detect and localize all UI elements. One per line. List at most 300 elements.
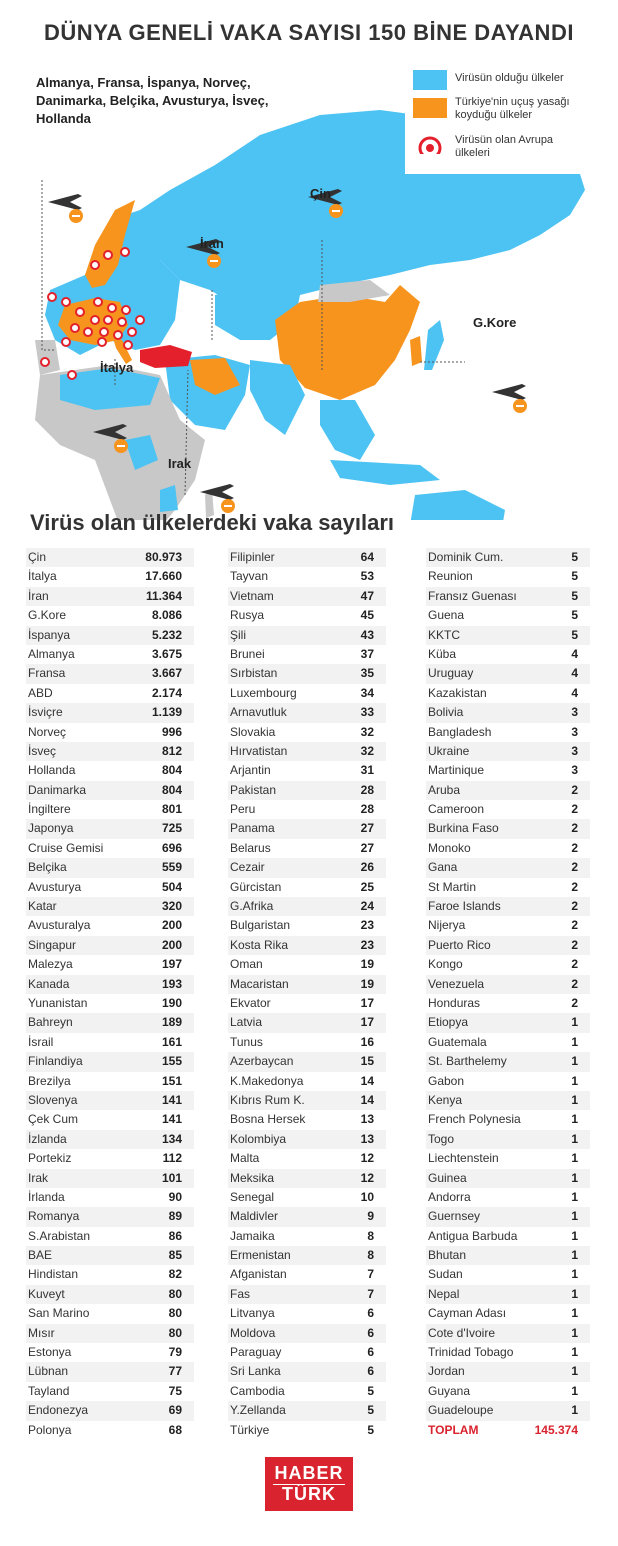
country-name: Mısır: [28, 1325, 55, 1340]
case-count: 801: [161, 802, 182, 817]
country-name: Guinea: [428, 1170, 467, 1185]
table-row: [228, 1169, 386, 1188]
country-name: İzlanda: [28, 1131, 67, 1146]
table-row: [26, 1207, 194, 1226]
country-name: Bosna Hersek: [230, 1112, 306, 1127]
case-count: 69: [168, 1403, 182, 1418]
country-name: Hollanda: [28, 763, 76, 778]
table-row: [228, 1188, 386, 1207]
case-count: 190: [161, 995, 182, 1010]
table-row: [26, 1343, 194, 1362]
country-name: Uruguay: [428, 666, 474, 681]
table-row: [426, 1382, 590, 1401]
country-name: Sırbistan: [230, 666, 278, 681]
table-row: [26, 664, 194, 683]
country-name: French Polynesia: [428, 1112, 521, 1127]
page-title: DÜNYA GENELİ VAKA SAYISI 150 BİNE DAYANDI: [44, 20, 574, 45]
case-count: 1: [571, 1306, 578, 1321]
country-name: Bulgaristan: [230, 918, 291, 933]
country-name: Venezuela: [428, 976, 485, 991]
country-name: Guadeloupe: [428, 1403, 494, 1418]
country-name: Senegal: [230, 1189, 275, 1204]
country-name: Cayman Adası: [428, 1306, 507, 1321]
case-count: 27: [360, 821, 374, 836]
table-row: [426, 1013, 590, 1032]
table-row: [26, 567, 194, 586]
table-row: [26, 1401, 194, 1420]
country-name: İran: [28, 588, 49, 603]
table-row: [426, 955, 590, 974]
table-row: [228, 1207, 386, 1226]
country-name: Cezair: [230, 860, 265, 875]
haberturk-logo: [265, 1457, 353, 1511]
case-count: 3: [571, 724, 578, 739]
country-name: Guatemala: [428, 1034, 487, 1049]
table-row: [26, 839, 194, 858]
table-row: [426, 1362, 590, 1381]
case-count: 1: [571, 1151, 578, 1166]
country-name: Gana: [428, 860, 458, 875]
table-row: [426, 1285, 590, 1304]
table-row: [426, 1188, 590, 1207]
country-name: Tunus: [230, 1034, 263, 1049]
case-count: 75: [168, 1383, 182, 1398]
case-count: 151: [161, 1073, 182, 1088]
table-subtitle: Virüs olan ülkelerdeki vaka sayıları: [30, 510, 395, 535]
table-row: [426, 1149, 590, 1168]
table-row: [426, 723, 590, 742]
case-count: 2: [571, 937, 578, 952]
table-row: [26, 1110, 194, 1129]
country-name: Almanya: [28, 646, 75, 661]
case-count: 80: [168, 1286, 182, 1301]
table-row: [426, 684, 590, 703]
country-name: Martinique: [428, 763, 485, 778]
country-name: Arnavutluk: [230, 705, 287, 720]
table-row: [26, 1227, 194, 1246]
country-name: G.Kore: [28, 608, 67, 623]
case-count: 1: [571, 1248, 578, 1263]
case-count: 25: [360, 879, 374, 894]
case-count: 1: [571, 1383, 578, 1398]
virus-icon: [413, 134, 447, 154]
country-name: Yunanistan: [28, 995, 88, 1010]
case-count: 1: [571, 1209, 578, 1224]
country-name: Tayvan: [230, 569, 269, 584]
country-name: Panama: [230, 821, 275, 836]
table-row: [426, 878, 590, 897]
country-name: Latvia: [230, 1015, 263, 1030]
case-count: 13: [360, 1131, 374, 1146]
table-row: [426, 916, 590, 935]
country-name: Moldova: [230, 1325, 276, 1340]
case-count: 5: [571, 627, 578, 642]
case-count: 13: [360, 1112, 374, 1127]
table-row: [26, 1421, 194, 1440]
table-row: [26, 1304, 194, 1323]
case-count: 8.086: [151, 608, 182, 623]
table-row: [426, 975, 590, 994]
case-count: 200: [161, 937, 182, 952]
table-row: [426, 936, 590, 955]
table-row: [426, 606, 590, 625]
table-row: [228, 1072, 386, 1091]
country-name: İsveç: [28, 743, 57, 758]
country-name: Reunion: [428, 569, 473, 584]
country-name: Şili: [230, 627, 247, 642]
country-name: Kuveyt: [28, 1286, 65, 1301]
case-count: 2: [571, 918, 578, 933]
country-name: Sudan: [428, 1267, 463, 1282]
country-name: Malezya: [28, 957, 73, 972]
case-count: 3: [571, 743, 578, 758]
case-count: 6: [367, 1306, 374, 1321]
country-name: San Marino: [28, 1306, 90, 1321]
case-count: 193: [161, 976, 182, 991]
table-row: [26, 626, 194, 645]
table-row: [426, 994, 590, 1013]
table-row: [228, 723, 386, 742]
case-count: 1: [571, 1267, 578, 1282]
country-name: Arjantin: [230, 763, 271, 778]
table-row: [426, 1033, 590, 1052]
country-name: Malta: [230, 1151, 260, 1166]
legend-red-text: Virüsün olan Avrupa ülkeleri: [455, 134, 554, 159]
table-row: [26, 1033, 194, 1052]
table-row: [26, 1382, 194, 1401]
case-count: 4: [571, 646, 578, 661]
country-name: Jordan: [428, 1364, 465, 1379]
table-row: [26, 975, 194, 994]
country-name: İngiltere: [28, 802, 71, 817]
case-count: 90: [168, 1189, 182, 1204]
table-row: [426, 781, 590, 800]
country-name: Liechtenstein: [428, 1151, 499, 1166]
se-asia-region: [320, 400, 375, 460]
case-count: 5: [367, 1422, 374, 1437]
case-count: 2: [571, 840, 578, 855]
table-row: [26, 548, 194, 567]
case-count: 2: [571, 879, 578, 894]
country-name: Azerbaycan: [230, 1054, 294, 1069]
table-row: [228, 839, 386, 858]
case-count: 9: [367, 1209, 374, 1224]
table-column-1: [26, 548, 194, 1440]
table-row: [228, 1130, 386, 1149]
country-name: Ermenistan: [230, 1248, 291, 1263]
country-name: K.Makedonya: [230, 1073, 304, 1088]
table-row: [26, 1130, 194, 1149]
table-row: [228, 1110, 386, 1129]
country-name: Guyana: [428, 1383, 471, 1398]
case-count: 5: [367, 1383, 374, 1398]
case-count: 2: [571, 957, 578, 972]
table-row: [426, 1207, 590, 1226]
table-row: [26, 1265, 194, 1284]
case-count: 27: [360, 840, 374, 855]
country-name: İtalya: [28, 569, 57, 584]
table-row: [426, 1343, 590, 1362]
table-row: [426, 645, 590, 664]
case-count: 37: [360, 646, 374, 661]
table-column-3: [426, 548, 590, 1440]
country-name: Romanya: [28, 1209, 80, 1224]
country-name: Kosta Rika: [230, 937, 289, 952]
europe-countries-label: [36, 74, 276, 128]
case-count: 5: [571, 588, 578, 603]
total-row: [426, 1421, 590, 1440]
case-count: 1: [571, 1345, 578, 1360]
case-count: 5: [571, 550, 578, 564]
table-row: [426, 897, 590, 916]
europe-countries-text: Almanya, Fransa, İspanya, Norveç, Danimarka, Belçika, Avusturya, İsveç, Hollanda: [36, 75, 269, 126]
table-row: [228, 703, 386, 722]
table-row: [228, 1401, 386, 1420]
country-name: Andorra: [428, 1189, 471, 1204]
table-row: [26, 878, 194, 897]
country-name: Trinidad Tobago: [428, 1345, 514, 1360]
table-row: [26, 1188, 194, 1207]
table-row: [26, 645, 194, 664]
country-name: Tayland: [28, 1383, 70, 1398]
country-name: İsrail: [28, 1034, 54, 1049]
table-row: [426, 1246, 590, 1265]
table-row: [26, 1072, 194, 1091]
country-name: Estonya: [28, 1345, 72, 1360]
table-row: [228, 975, 386, 994]
table-row: [426, 1130, 590, 1149]
country-name: Macaristan: [230, 976, 289, 991]
country-name: Ekvator: [230, 995, 271, 1010]
table-row: [426, 1227, 590, 1246]
country-name: Faroe Islands: [428, 899, 501, 914]
country-name: Singapur: [28, 937, 77, 952]
table-row: [228, 1013, 386, 1032]
country-name: Y.Zellanda: [230, 1403, 286, 1418]
country-name: İsviçre: [28, 705, 63, 720]
case-count: 1: [571, 1364, 578, 1379]
country-name: Türkiye: [230, 1422, 270, 1437]
case-count: 2: [571, 976, 578, 991]
country-name: Kenya: [428, 1092, 463, 1107]
table-row: [426, 1265, 590, 1284]
country-name: Fas: [230, 1286, 251, 1301]
case-count: 1: [571, 1228, 578, 1243]
country-name: Belçika: [28, 860, 67, 875]
case-count: 1: [571, 1054, 578, 1069]
table-row: [26, 955, 194, 974]
table-row: [228, 567, 386, 586]
case-count: 23: [360, 937, 374, 952]
table-row: [26, 684, 194, 703]
table-row: [426, 703, 590, 722]
country-name: Bangladesh: [428, 724, 492, 739]
case-count: 68: [168, 1422, 182, 1437]
country-name: St Martin: [428, 879, 477, 894]
plane-icon: [48, 194, 83, 223]
country-name: Endonezya: [28, 1403, 89, 1418]
table-row: [26, 994, 194, 1013]
case-count: 2.174: [151, 685, 182, 700]
country-name: G.Afrika: [230, 899, 274, 914]
case-count: 14: [360, 1092, 374, 1107]
case-count: 85: [168, 1248, 182, 1263]
country-name: Aruba: [428, 782, 461, 797]
country-name: Pakistan: [230, 782, 277, 797]
country-name: Ukraine: [428, 743, 470, 758]
case-count: 1: [571, 1092, 578, 1107]
table-row: [26, 1149, 194, 1168]
table-row: [26, 819, 194, 838]
table-row: [26, 742, 194, 761]
table-row: [426, 800, 590, 819]
case-count: 10: [360, 1189, 374, 1204]
case-count: 696: [161, 840, 182, 855]
case-count: 11.364: [145, 588, 182, 603]
country-name: Togo: [428, 1131, 455, 1146]
country-name: Vietnam: [230, 588, 274, 603]
case-count: 5: [571, 569, 578, 584]
table-row: [26, 781, 194, 800]
country-name: Nepal: [428, 1286, 460, 1301]
country-name: St. Barthelemy: [428, 1054, 507, 1069]
table-row: [228, 936, 386, 955]
table-row: [228, 1304, 386, 1323]
table-row: [26, 858, 194, 877]
case-count: 24: [360, 899, 374, 914]
indonesia-region: [330, 460, 440, 485]
case-count: 80: [168, 1325, 182, 1340]
country-name: Cote d'Ivoire: [428, 1325, 495, 1340]
case-count: 2: [571, 782, 578, 797]
table-row: [426, 664, 590, 683]
country-name: Bhutan: [428, 1248, 467, 1263]
case-count: 19: [360, 976, 374, 991]
country-name: Nijerya: [428, 918, 466, 933]
country-name: Gürcistan: [230, 879, 282, 894]
table-row: [426, 761, 590, 780]
case-count: 16: [360, 1034, 374, 1049]
case-count: 26: [360, 860, 374, 875]
case-count: 2: [571, 821, 578, 836]
case-count: 1: [571, 1073, 578, 1088]
country-name: Avusturalya: [28, 918, 91, 933]
country-name: Slovenya: [28, 1092, 78, 1107]
case-count: 12: [360, 1170, 374, 1185]
case-count: 2: [571, 995, 578, 1010]
country-name: Cambodia: [230, 1383, 285, 1398]
table-row: [228, 819, 386, 838]
country-name: Japonya: [28, 821, 74, 836]
case-count: 5: [367, 1403, 374, 1418]
case-count: 17: [360, 995, 374, 1010]
country-name: Cruise Gemisi: [28, 840, 104, 855]
case-count: 79: [168, 1345, 182, 1360]
table-row: [26, 761, 194, 780]
table-row: [228, 800, 386, 819]
case-count: 23: [360, 918, 374, 933]
table-row: [26, 936, 194, 955]
country-name: Oman: [230, 957, 263, 972]
case-count: 1: [571, 1325, 578, 1340]
country-name: Antigua Barbuda: [428, 1228, 518, 1243]
country-name: Portekiz: [28, 1151, 72, 1166]
case-count: 53: [360, 569, 374, 584]
case-count: 996: [161, 724, 182, 739]
table-row: [426, 1052, 590, 1071]
table-row: [426, 548, 590, 567]
table-row: [426, 587, 590, 606]
case-count: 812: [161, 743, 182, 758]
country-name: Kıbrıs Rum K.: [230, 1092, 305, 1107]
case-count: 45: [360, 608, 374, 623]
map-label-italya: İtalya: [100, 360, 134, 375]
table-row: [26, 916, 194, 935]
table-row: [426, 1091, 590, 1110]
country-name: Irak: [28, 1170, 49, 1185]
country-name: Hırvatistan: [230, 743, 288, 758]
case-count: 4: [571, 685, 578, 700]
case-count: 2: [571, 899, 578, 914]
table-row: [228, 897, 386, 916]
map-label-irak: Irak: [168, 456, 192, 471]
case-count: 804: [161, 763, 182, 778]
case-count: 31: [360, 763, 374, 778]
country-name: Lübnan: [28, 1364, 69, 1379]
table-row: [228, 606, 386, 625]
country-name: Burkina Faso: [428, 821, 499, 836]
case-count: 34: [360, 685, 374, 700]
case-count: 1: [571, 1403, 578, 1418]
table-row: [228, 1246, 386, 1265]
country-name: Paraguay: [230, 1345, 282, 1360]
table-row: [228, 878, 386, 897]
case-count: 3: [571, 705, 578, 720]
case-count: 3.667: [151, 666, 182, 681]
case-count: 1: [571, 1034, 578, 1049]
table-row: [228, 645, 386, 664]
table-row: [426, 1324, 590, 1343]
table-row: [228, 994, 386, 1013]
country-name: Bahreyn: [28, 1015, 73, 1030]
table-row: [228, 916, 386, 935]
table-row: [26, 1052, 194, 1071]
case-count: 1: [571, 1189, 578, 1204]
country-name: Çek Cum: [28, 1112, 79, 1127]
table-row: [26, 723, 194, 742]
table-row: [228, 1362, 386, 1381]
country-name: Etiopya: [428, 1015, 469, 1030]
turkey-region: [140, 345, 192, 368]
country-name: Norveç: [28, 724, 67, 739]
case-count: 161: [161, 1034, 182, 1049]
case-count: 1.139: [151, 705, 182, 720]
logo-line1: HABER: [274, 1463, 344, 1483]
country-name: Fransız Guenası: [428, 588, 517, 603]
table-row: [228, 1033, 386, 1052]
case-count: 6: [367, 1325, 374, 1340]
case-count: 80: [168, 1306, 182, 1321]
grey-region: [35, 340, 60, 375]
table-row: [228, 1091, 386, 1110]
total-label: TOPLAM: [428, 1422, 479, 1437]
case-count: 101: [161, 1170, 182, 1185]
table-row: [228, 955, 386, 974]
case-count: 1: [571, 1112, 578, 1127]
map-label-iran: İran: [200, 236, 224, 251]
country-name: Avusturya: [28, 879, 82, 894]
table-row: [228, 1265, 386, 1284]
